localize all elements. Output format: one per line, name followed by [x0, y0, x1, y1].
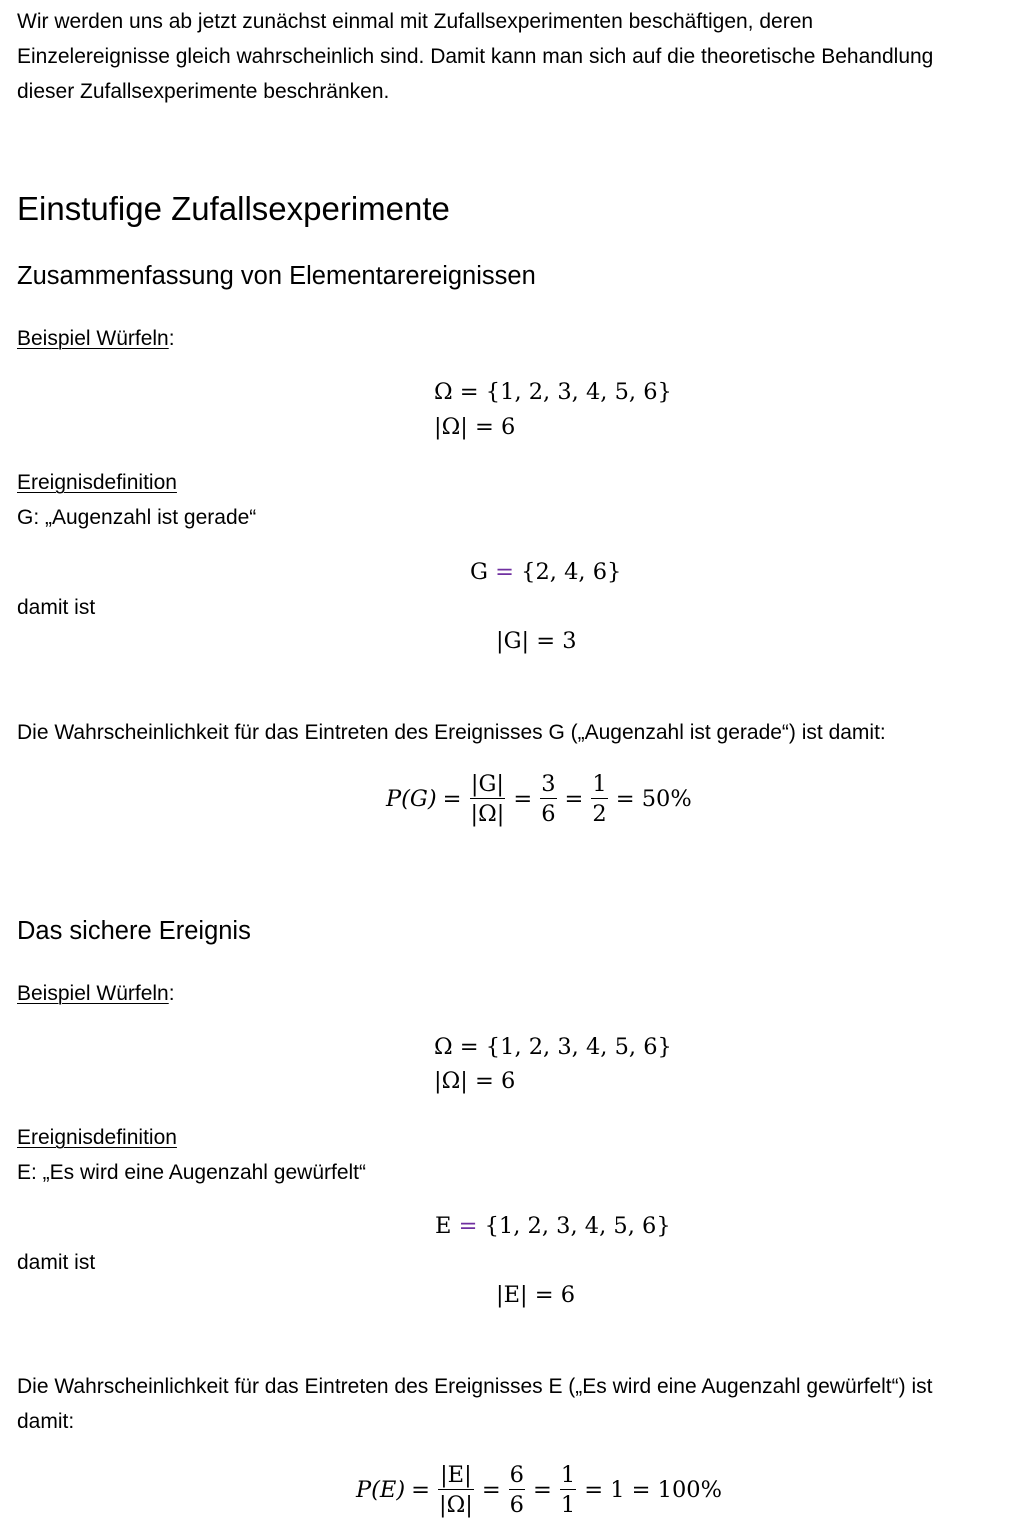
- formula-lhs: P(G): [386, 786, 437, 812]
- example-label-colon: :: [168, 982, 175, 1005]
- example-label-1: [17, 321, 175, 356]
- formula-equals: =: [481, 1477, 501, 1503]
- event-set-rhs: {2, 4, 6}: [521, 559, 622, 585]
- formula-lhs: P(E): [356, 1477, 406, 1503]
- section-heading: Einstufige Zufallsexperimente: [17, 190, 450, 227]
- fraction-simplified: [560, 1463, 576, 1517]
- event-definition-text-2: E: „Es wird eine Augenzahl gewürfelt“: [17, 1161, 367, 1184]
- fraction-cardinalities: [438, 1463, 474, 1517]
- event-set-rhs: {1, 2, 3, 4, 5, 6}: [484, 1213, 671, 1239]
- formula-equals: =: [513, 786, 533, 812]
- probability-text-2-line-2: damit:: [17, 1410, 75, 1433]
- formula-result: = 50%: [615, 786, 692, 812]
- formula-equals: =: [411, 1477, 430, 1503]
- fraction-denominator: 6: [509, 1489, 525, 1517]
- damit-ist-1: damit ist: [17, 596, 96, 619]
- damit-ist-2: damit ist: [17, 1251, 96, 1274]
- fraction-denominator: 2: [591, 798, 607, 826]
- event-set-lhs: E: [435, 1213, 452, 1239]
- probability-formula-1: [386, 772, 692, 826]
- event-definition-label-1: Ereignisdefinition: [17, 471, 177, 494]
- formula-result: = 1 = 100%: [584, 1477, 722, 1503]
- fraction-numerator: |E|: [440, 1462, 472, 1488]
- fraction-denominator: 1: [560, 1489, 576, 1517]
- example-label-2: [17, 976, 175, 1011]
- probability-text-1: Die Wahrscheinlichkeit für das Eintreten des Ereignisses G („Augenzahl ist gerade“) ist damit:: [17, 721, 886, 744]
- fraction-numerator: 1: [592, 771, 607, 797]
- event-cardinality-1: |G| = 3: [496, 628, 577, 654]
- formula-equals: =: [442, 786, 462, 812]
- example-label-colon: :: [168, 327, 175, 350]
- fraction-numerator: 3: [541, 771, 556, 797]
- fraction-cardinalities: [470, 772, 506, 826]
- event-definition-text-1: G: „Augenzahl ist gerade“: [17, 506, 257, 529]
- probability-formula-2: [356, 1463, 722, 1517]
- fraction-numerator: |G|: [470, 771, 505, 797]
- omega-cardinality-1: |Ω| = 6: [434, 414, 516, 440]
- fraction-values: [509, 1463, 525, 1517]
- omega-cardinality-2: |Ω| = 6: [434, 1068, 516, 1094]
- event-definition-label-2: Ereignisdefinition: [17, 1126, 177, 1149]
- event-set-1: [470, 559, 621, 585]
- example-label-text: Beispiel Würfeln: [17, 327, 169, 350]
- intro-line-1: Wir werden uns ab jetzt zunächst einmal mit Zufallsexperimenten beschäftigen, deren: [17, 10, 814, 33]
- formula-equals: =: [533, 1477, 552, 1503]
- omega-set-2: Ω = {1, 2, 3, 4, 5, 6}: [434, 1034, 672, 1060]
- fraction-denominator: 6: [540, 798, 556, 826]
- intro-line-2: Einzelereignisse gleich wahrscheinlich sind. Damit kann man sich auf die theoretische Behandlung: [17, 45, 934, 68]
- example-label-text: Beispiel Würfeln: [17, 982, 169, 1005]
- fraction-numerator: 1: [560, 1462, 576, 1488]
- event-set-equals: =: [495, 559, 514, 585]
- fraction-values: [540, 772, 556, 826]
- fraction-denominator: |Ω|: [470, 798, 506, 826]
- formula-equals: =: [564, 786, 584, 812]
- fraction-denominator: |Ω|: [438, 1489, 474, 1517]
- event-set-equals: =: [458, 1213, 478, 1239]
- event-cardinality-2: |E| = 6: [496, 1282, 576, 1308]
- fraction-simplified: [591, 772, 607, 826]
- subsection-1-heading: Zusammenfassung von Elementarereignissen: [17, 262, 536, 290]
- omega-set-1: Ω = {1, 2, 3, 4, 5, 6}: [434, 379, 672, 405]
- subsection-2-heading: Das sichere Ereignis: [17, 917, 251, 945]
- intro-line-3: dieser Zufallsexperimente beschränken.: [17, 80, 390, 103]
- event-set-lhs: G: [470, 559, 488, 585]
- event-set-2: [435, 1213, 671, 1239]
- fraction-numerator: 6: [509, 1462, 524, 1488]
- probability-text-2-line-1: Die Wahrscheinlichkeit für das Eintreten des Ereignisses E („Es wird eine Augenzahl gewürfelt“) ist: [17, 1375, 933, 1398]
